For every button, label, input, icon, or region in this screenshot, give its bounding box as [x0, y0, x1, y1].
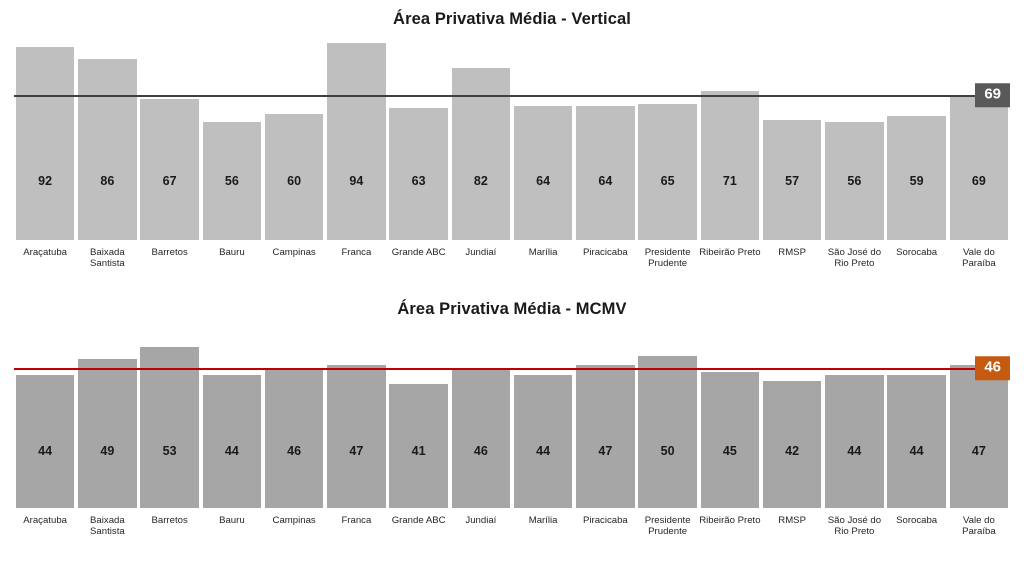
bar-value-label: 67	[162, 174, 177, 188]
bar-value-label: 92	[38, 174, 53, 188]
bar-value-label: 59	[909, 174, 924, 188]
average-badge-mcmv: 46	[975, 357, 1010, 381]
category-label: Campinas	[272, 515, 316, 526]
category-label: Piracicaba	[582, 515, 628, 526]
category-label: Ribeirão Preto	[699, 515, 761, 526]
category-label: Vale do Paraíba	[962, 515, 996, 538]
bar	[327, 43, 386, 240]
bar	[701, 91, 760, 240]
category-label: Presidente Prudente	[644, 515, 691, 538]
bar	[638, 356, 697, 508]
average-line-mcmv	[14, 368, 1010, 370]
category-label: Bauru	[219, 515, 245, 526]
bar-value-label: 60	[287, 174, 302, 188]
bar-column	[761, 30, 823, 240]
bar-column	[14, 30, 76, 240]
bar	[140, 347, 199, 508]
bar-value-label: 64	[536, 174, 551, 188]
bar-column	[201, 30, 263, 240]
bar	[514, 375, 573, 508]
bar-column	[823, 326, 885, 508]
category-label: Piracicaba	[582, 247, 628, 258]
category-label: Bauru	[219, 247, 245, 258]
bar-column	[388, 326, 450, 508]
bar-column	[948, 326, 1010, 508]
category-label: Sorocaba	[896, 247, 938, 258]
bar-value-label: 63	[411, 174, 426, 188]
bar-value-label: 44	[909, 444, 924, 458]
plot-mcmv	[14, 326, 1010, 508]
average-line-vertical	[14, 95, 1010, 97]
category-label: Grande ABC	[391, 515, 446, 526]
category-label: RMSP	[778, 247, 806, 258]
bar-value-label: 65	[660, 174, 675, 188]
bar-column	[388, 30, 450, 240]
bar-value-label: 47	[598, 444, 613, 458]
plot-vertical	[14, 30, 1010, 240]
bar	[389, 384, 448, 508]
bar-value-label: 86	[100, 174, 115, 188]
bar-value-label: 42	[785, 444, 800, 458]
bar-value-label: 94	[349, 174, 364, 188]
category-label: RMSP	[778, 515, 806, 526]
category-label: Marília	[528, 247, 558, 258]
bar	[825, 122, 884, 240]
bar-column	[761, 326, 823, 508]
bar	[763, 120, 822, 240]
bar	[452, 68, 511, 240]
bar-value-label: 49	[100, 444, 115, 458]
bar-column	[14, 326, 76, 508]
bar-column	[139, 30, 201, 240]
bar-column	[76, 30, 138, 240]
bar	[140, 99, 199, 240]
bar-value-label: 44	[224, 444, 239, 458]
bar-column	[325, 30, 387, 240]
bar-series-vertical	[14, 30, 1010, 240]
bar-value-label: 53	[162, 444, 177, 458]
category-label: Grande ABC	[391, 247, 446, 258]
bar-value-label: 71	[722, 174, 737, 188]
bar-value-label: 69	[971, 174, 986, 188]
category-label: Vale do Paraíba	[962, 247, 996, 270]
bar-column	[263, 326, 325, 508]
category-label: Presidente Prudente	[644, 247, 691, 270]
category-label: Franca	[341, 515, 372, 526]
bar-column	[574, 30, 636, 240]
chart-title-mcmv: Área Privativa Média - MCMV	[397, 300, 627, 318]
bar-value-label: 56	[224, 174, 239, 188]
bar-column	[886, 30, 948, 240]
category-label: Ribeirão Preto	[699, 247, 761, 258]
bar	[514, 106, 573, 240]
bar	[701, 372, 760, 509]
bar-value-label: 64	[598, 174, 613, 188]
bar-column	[574, 326, 636, 508]
bar-value-label: 46	[287, 444, 302, 458]
chart-area-privativa-mcmv	[0, 292, 1024, 576]
bar-column	[637, 326, 699, 508]
bar	[78, 359, 137, 508]
bar	[763, 381, 822, 508]
chart-title-vertical: Área Privativa Média - Vertical	[393, 10, 631, 28]
bar-value-label: 57	[785, 174, 800, 188]
bar-column	[450, 326, 512, 508]
bar-column	[823, 30, 885, 240]
bar	[950, 365, 1009, 508]
category-label: Marília	[528, 515, 558, 526]
category-label: Campinas	[272, 247, 316, 258]
bar-series-mcmv	[14, 326, 1010, 508]
bar-value-label: 50	[660, 444, 675, 458]
bar	[16, 375, 75, 508]
bar	[389, 108, 448, 240]
bar	[887, 375, 946, 508]
bar-value-label: 41	[411, 444, 426, 458]
bar	[825, 375, 884, 508]
bar-value-label: 56	[847, 174, 862, 188]
bar-column	[450, 30, 512, 240]
bar-column	[325, 326, 387, 508]
bar-value-label: 47	[349, 444, 364, 458]
category-label: Franca	[341, 247, 372, 258]
bar	[452, 368, 511, 508]
bar-column	[699, 326, 761, 508]
category-label: Barretos	[151, 515, 188, 526]
bar	[203, 122, 262, 240]
bar-column	[948, 30, 1010, 240]
bar	[950, 95, 1009, 240]
bar-column	[886, 326, 948, 508]
bar-column	[512, 30, 574, 240]
bar	[887, 116, 946, 240]
category-label: Jundiaí	[465, 247, 497, 258]
category-label: Jundiaí	[465, 515, 497, 526]
category-labels-vertical	[14, 243, 1010, 270]
bar	[265, 368, 324, 508]
bar-value-label: 45	[722, 444, 737, 458]
bar	[576, 365, 635, 508]
category-label: São José do Rio Preto	[827, 247, 882, 270]
category-label: Araçatuba	[23, 515, 67, 526]
bar	[16, 47, 75, 240]
category-label: Baixada Santista	[90, 515, 125, 538]
bar-value-label: 44	[847, 444, 862, 458]
bar	[203, 375, 262, 508]
bar	[327, 365, 386, 508]
bar-column	[201, 326, 263, 508]
category-label: Sorocaba	[896, 515, 938, 526]
bar	[576, 106, 635, 240]
bar-column	[263, 30, 325, 240]
bar-column	[76, 326, 138, 508]
bar-value-label: 47	[971, 444, 986, 458]
category-labels-mcmv	[14, 511, 1010, 538]
category-label: Barretos	[151, 247, 188, 258]
average-badge-vertical: 69	[975, 83, 1010, 107]
bar-value-label: 82	[473, 174, 488, 188]
bar-column	[139, 326, 201, 508]
bar-column	[699, 30, 761, 240]
category-label: Baixada Santista	[90, 247, 125, 270]
bar	[265, 114, 324, 240]
bar-value-label: 44	[536, 444, 551, 458]
bar-value-label: 46	[473, 444, 488, 458]
bar-column	[637, 30, 699, 240]
bar	[78, 59, 137, 240]
bar	[638, 104, 697, 241]
category-label: Araçatuba	[23, 247, 67, 258]
category-label: São José do Rio Preto	[827, 515, 882, 538]
bar-value-label: 44	[38, 444, 53, 458]
bar-column	[512, 326, 574, 508]
